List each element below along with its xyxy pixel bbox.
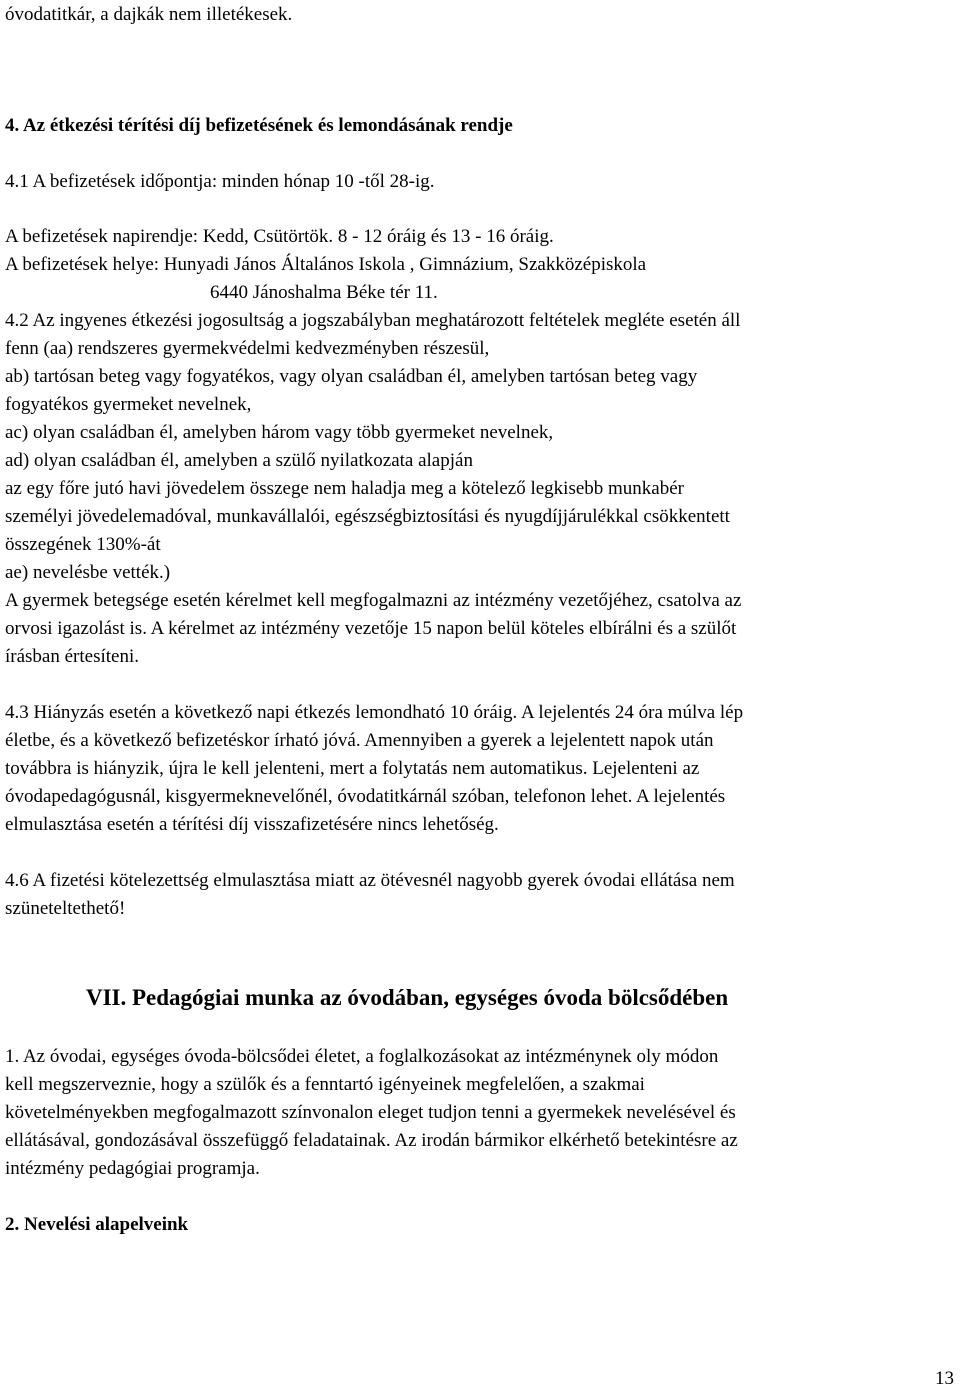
text-line: fenn (aa) rendszeres gyermekvédelmi kedvezményben részesül, [5, 338, 490, 359]
text-line: 4.6 A fizetési kötelezettség elmulasztása miatt az ötévesnél nagyobb gyerek óvodai ellátása nem [5, 870, 735, 891]
text-line: orvosi igazolást is. A kérelmet az intézmény vezetője 15 napon belül köteles elbírálni és a szülőt [5, 618, 737, 639]
text-line: 4.2 Az ingyenes étkezési jogosultság a jogszabályban meghatározott feltételek megléte esetén áll [5, 310, 741, 331]
text-line: 4.3 Hiányzás esetén a következő napi étkezés lemondható 10 óráig. A lejelentés 24 óra múlva lép [5, 702, 744, 723]
subsection-heading: 2. Nevelési alapelveink [5, 1214, 189, 1235]
text-line: ad) olyan családban él, amelyben a szülő nyilatkozata alapján [5, 450, 473, 471]
text-line: az egy főre jutó havi jövedelem összege nem haladja meg a kötelező legkisebb munkabér [5, 478, 684, 499]
text-line: szüneteltethető! [5, 898, 126, 919]
text-line: követelményekben megfogalmazott színvonalon eleget tudjon tenni a gyermekek nevelésével és [5, 1102, 736, 1123]
text-line: ae) nevelésbe vették.) [5, 562, 171, 583]
text-line: óvodatitkár, a dajkák nem illetékesek. [5, 4, 293, 25]
text-line: intézmény pedagógiai programja. [5, 1158, 260, 1179]
text-line: ab) tartósan beteg vagy fogyatékos, vagy olyan családban él, amelyben tartósan beteg vagy [5, 366, 698, 387]
text-line: kell megszerveznie, hogy a szülők és a fenntartó igényeinek megfelelően, a szakmai [5, 1074, 645, 1095]
text-line: fogyatékos gyermeket nevelnek, [5, 394, 252, 415]
page-number: 13 [935, 1368, 954, 1389]
section-heading: 4. Az étkezési térítési díj befizetésének és lemondásának rendje [5, 115, 513, 136]
text-line: 1. Az óvodai, egységes óvoda-bölcsődei életet, a foglalkozásokat az intézménynek oly módon [5, 1046, 719, 1067]
text-line: óvodapedagógusnál, kisgyermeknevelőnél, óvodatitkárnál szóban, telefonon lehet. A lejelentés [5, 786, 726, 807]
chapter-title: VII. Pedagógiai munka az óvodában, egységes óvoda bölcsődében [86, 985, 729, 1010]
text-line: A gyermek betegsége esetén kérelmet kell megfogalmazni az intézmény vezetőjéhez, csatolva az [5, 590, 742, 611]
text-line: összegének 130%-át [5, 534, 161, 555]
text-line: 4.1 A befizetések időpontja: minden hónap 10 -től 28-ig. [5, 171, 435, 192]
text-line: életbe, és a következő befizetéskor írható jóvá. Amennyiben a gyerek a lejelentett napok után [5, 730, 714, 751]
text-line: írásban értesíteni. [5, 646, 140, 667]
text-line: továbbra is hiányzik, újra le kell jelenteni, mert a folytatás nem automatikus. Lejelenteni az [5, 758, 700, 779]
text-line: személyi jövedelemadóval, munkavállalói, egészségbiztosítási és nyugdíjjárulékkal csökkentett [5, 506, 730, 527]
text-line: A befizetések napirendje: Kedd, Csütörtök. 8 - 12 óráig és 13 - 16 óráig. [5, 226, 554, 247]
text-line: ac) olyan családban él, amelyben három vagy több gyermeket nevelnek, [5, 422, 554, 443]
text-line: 6440 Jánoshalma Béke tér 11. [210, 282, 438, 303]
text-line: A befizetések helye: Hunyadi János Általános Iskola , Gimnázium, Szakközépiskola [5, 254, 647, 275]
text-line: ellátásával, gondozásával összefüggő feladatainak. Az irodán bármikor elkérhető betekintésre az [5, 1130, 738, 1151]
text-line: elmulasztása esetén a térítési díj visszafizetésére nincs lehetőség. [5, 814, 499, 835]
